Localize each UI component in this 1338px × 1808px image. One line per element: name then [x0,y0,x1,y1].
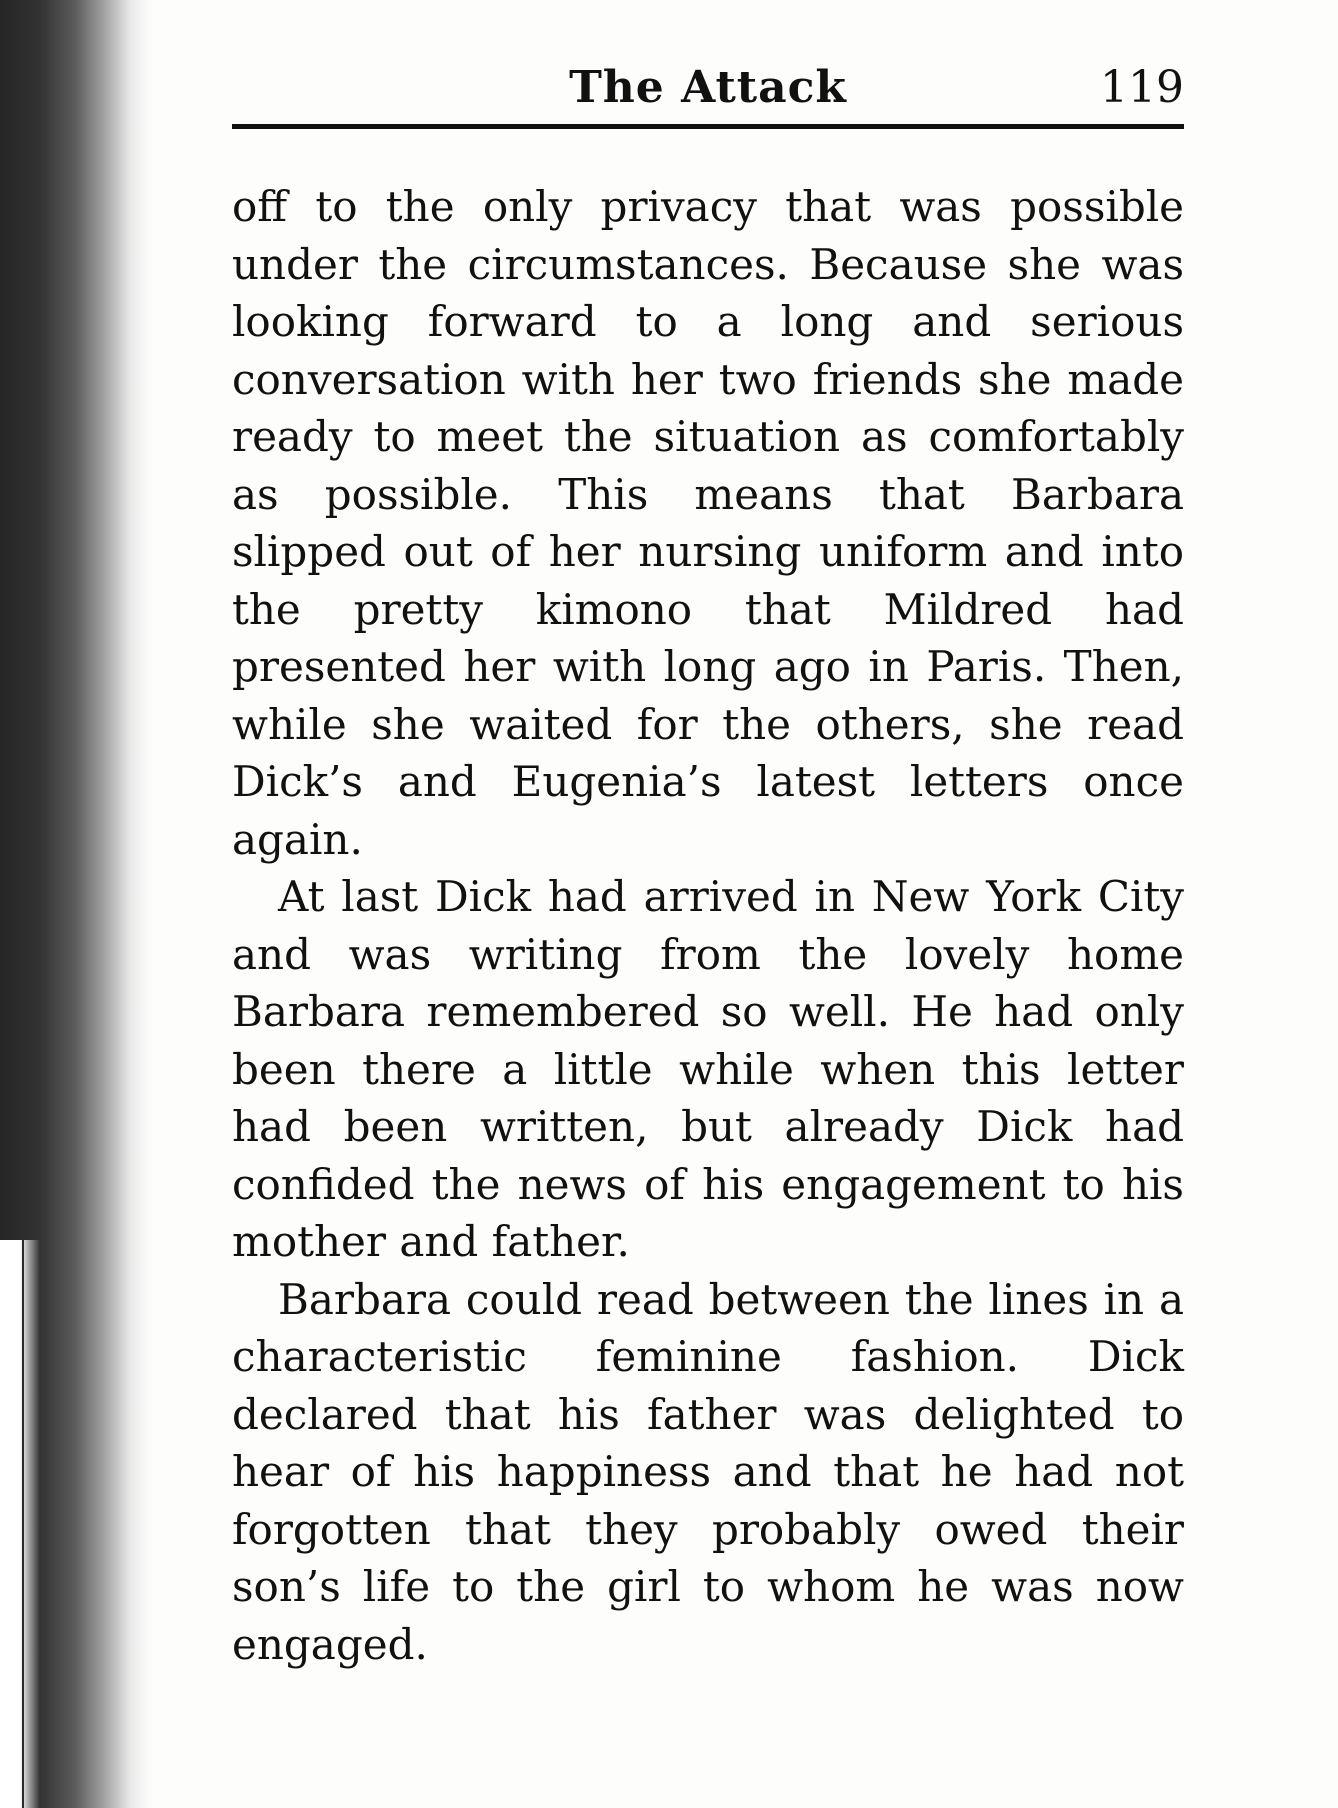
header-rule [232,124,1184,129]
page-number: 119 [1100,62,1184,113]
running-title: The Attack [569,62,847,113]
paragraph-3: Barbara could read between the lines in a characteristic feminine fashion. Dick declared that his father was delighted to hear of his happiness and that he had not forgotten that they probably owed their son’s life to the girl to whom he was now engaged. [232,1274,1184,1669]
running-header [232,62,1184,122]
body-text [232,178,1184,1673]
paragraph-2: At last Dick had arrived in New York City and was writing from the lovely home Barbara remembered so well. He had only been there a little while when this letter had been written, but already Dick had confided the news of his engagement to his mother and father. [232,872,1184,1266]
paragraph-1: off to the only privacy that was possible under the circumstances. Because she was looking forward to a long and serious conversation with her two friends she made ready to meet the situation as comfortably as possible. This means that Barbara slipped out of her nursing uniform and into the pretty kimono that Mildred had presented her with long ago in Paris. Then, while she waited for the others, she read Dick’s and Eugenia’s latest letters once again. [232,182,1184,864]
page-edge-line [22,1240,24,1808]
